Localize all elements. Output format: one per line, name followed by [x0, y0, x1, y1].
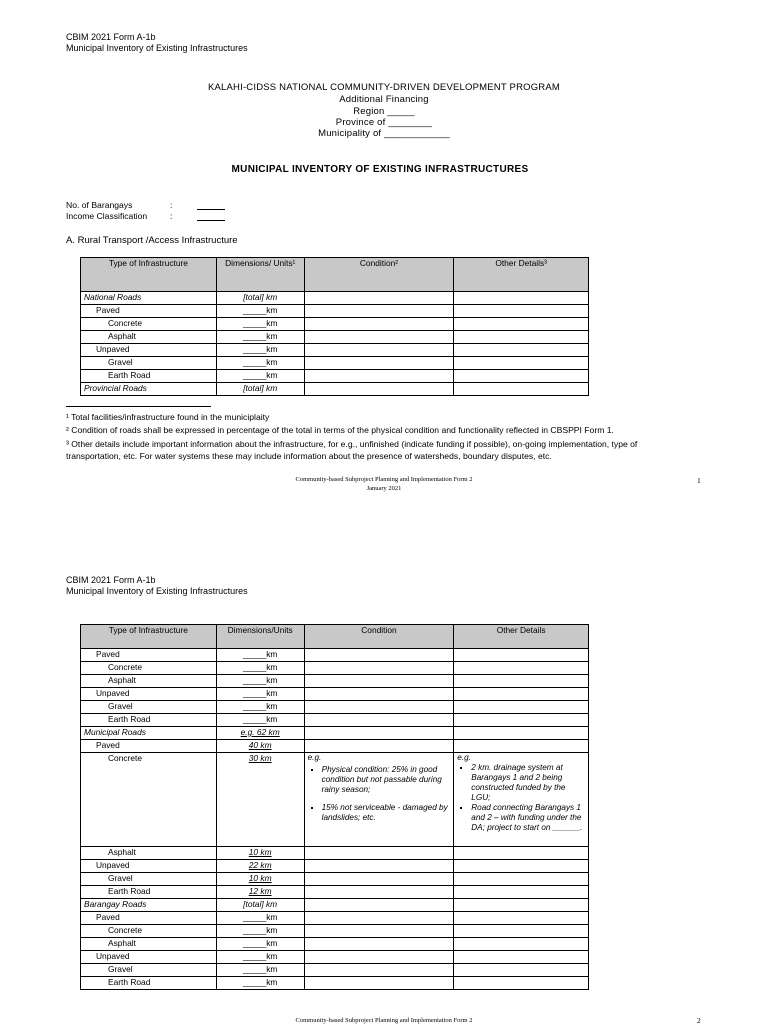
table-row	[81, 925, 589, 938]
row-condition[interactable]	[304, 344, 454, 357]
row-other[interactable]	[454, 370, 589, 383]
page1-footer-date: January 2021	[366, 485, 402, 492]
row-other[interactable]	[454, 938, 589, 951]
row-type: Earth Road	[81, 370, 217, 383]
table-row	[81, 899, 589, 912]
row-condition[interactable]	[304, 847, 454, 860]
page-title: MUNICIPAL INVENTORY OF EXISTING INFRASTRUCTURES	[231, 164, 529, 175]
row-other[interactable]	[454, 688, 589, 701]
row-dim: [total] km	[216, 383, 304, 396]
page2-footer: Community-based Subproject Planning and Implementation Form 2	[295, 1017, 473, 1024]
row-condition[interactable]	[304, 740, 454, 753]
row-other[interactable]	[454, 912, 589, 925]
row-dim: _____km	[216, 925, 304, 938]
col-other-header: Other Details	[454, 625, 589, 649]
row-condition[interactable]	[304, 912, 454, 925]
row-condition[interactable]	[304, 727, 454, 740]
row-other[interactable]	[454, 899, 589, 912]
col-other-header: Other Details³	[454, 258, 589, 292]
table-row	[81, 873, 589, 886]
row-condition[interactable]	[304, 873, 454, 886]
row-dim: 40 km	[216, 740, 304, 753]
page1-inventory-table	[80, 257, 589, 396]
row-type: Concrete	[81, 925, 217, 938]
row-condition[interactable]	[304, 925, 454, 938]
row-type: Earth Road	[81, 886, 217, 899]
row-type: Asphalt	[81, 847, 217, 860]
program-name: KALAHI-CIDSS NATIONAL COMMUNITY-DRIVEN DEVELOPMENT PROGRAM	[207, 82, 561, 93]
row-condition[interactable]	[304, 899, 454, 912]
row-type: Concrete	[81, 662, 217, 675]
row-dim: _____km	[216, 938, 304, 951]
col-dim-header: Dimensions/ Units¹	[216, 258, 304, 292]
row-condition[interactable]	[304, 951, 454, 964]
region-line: Region _____	[353, 106, 415, 117]
row-dim: 10 km	[216, 873, 304, 886]
table-row	[81, 292, 589, 305]
row-other[interactable]	[454, 344, 589, 357]
row-dim: _____km	[216, 318, 304, 331]
row-other[interactable]	[454, 331, 589, 344]
page1-form-subtitle: Municipal Inventory of Existing Infrastructures	[66, 43, 248, 53]
table-row	[81, 688, 589, 701]
income-label: Income Classification	[66, 211, 148, 221]
row-other[interactable]	[454, 357, 589, 370]
row-type: Unpaved	[81, 688, 217, 701]
row-dim: _____km	[216, 649, 304, 662]
table-row	[81, 951, 589, 964]
table-row	[81, 912, 589, 925]
row-other[interactable]	[454, 649, 589, 662]
row-dim: 12 km	[216, 886, 304, 899]
row-condition[interactable]	[304, 357, 454, 370]
table-row	[81, 383, 589, 396]
page2-form-code: CBIM 2021 Form A-1b	[66, 575, 156, 585]
row-dim: [total] km	[216, 899, 304, 912]
col-type-header: Type of Infrastructure	[81, 258, 217, 292]
row-other[interactable]	[454, 873, 589, 886]
row-condition[interactable]	[304, 964, 454, 977]
row-other[interactable]	[454, 675, 589, 688]
row-type: National Roads	[81, 292, 217, 305]
row-type: Paved	[81, 649, 217, 662]
row-condition[interactable]	[304, 292, 454, 305]
page1-form-code: CBIM 2021 Form A-1b	[66, 32, 156, 42]
row-condition[interactable]	[304, 662, 454, 675]
row-other[interactable]	[454, 305, 589, 318]
row-condition[interactable]	[304, 675, 454, 688]
row-condition[interactable]	[304, 383, 454, 396]
table-row	[81, 675, 589, 688]
row-other[interactable]	[454, 662, 589, 675]
row-other[interactable]	[454, 318, 589, 331]
row-dim: _____km	[216, 331, 304, 344]
row-dim: 10 km	[216, 847, 304, 860]
table-row	[81, 847, 589, 860]
row-type: Concrete	[81, 753, 217, 847]
row-type: Barangay Roads	[81, 899, 217, 912]
table-row	[81, 701, 589, 714]
page2-form-subtitle: Municipal Inventory of Existing Infrastructures	[66, 586, 248, 596]
row-other[interactable]	[454, 383, 589, 396]
row-condition[interactable]	[304, 649, 454, 662]
row-type: Paved	[81, 740, 217, 753]
table-row	[81, 344, 589, 357]
condition-example-2: ▪ 15% not serviceable - damaged by landslides; etc.	[322, 803, 451, 823]
row-dim: _____km	[216, 305, 304, 318]
table-row	[81, 860, 589, 873]
row-condition[interactable]	[304, 860, 454, 873]
row-condition-example	[304, 753, 454, 847]
row-condition[interactable]	[304, 886, 454, 899]
row-type: Concrete	[81, 318, 217, 331]
row-dim: _____km	[216, 701, 304, 714]
row-dim: e.g. 62 km	[216, 727, 304, 740]
table-row	[81, 662, 589, 675]
table-header-row	[81, 625, 589, 649]
table-row	[81, 649, 589, 662]
row-condition[interactable]	[304, 688, 454, 701]
other-example-1: ▪ 2 km. drainage system at Barangays 1 and 2 being constructed funded by the LGU;	[471, 763, 585, 803]
province-line: Province of ________	[335, 117, 433, 128]
row-other[interactable]	[454, 292, 589, 305]
row-dim: _____km	[216, 951, 304, 964]
col-condition-header: Condition²	[304, 258, 454, 292]
row-dim: _____km	[216, 662, 304, 675]
row-dim: _____km	[216, 344, 304, 357]
row-condition[interactable]	[304, 977, 454, 990]
row-condition[interactable]	[304, 331, 454, 344]
row-condition[interactable]	[304, 318, 454, 331]
row-dim: _____km	[216, 357, 304, 370]
condition-eg-label: e.g.	[307, 753, 322, 762]
row-dim: 30 km	[216, 753, 304, 847]
table-row	[81, 318, 589, 331]
income-colon: :	[170, 211, 173, 221]
table-header-row	[81, 258, 589, 292]
barangays-blank	[197, 209, 225, 210]
financing-line: Additional Financing	[339, 94, 429, 105]
row-type: Asphalt	[81, 331, 217, 344]
row-other[interactable]	[454, 727, 589, 740]
row-dim: 22 km	[216, 860, 304, 873]
row-type: Municipal Roads	[81, 727, 217, 740]
footnote-1: ¹ Total facilities/infrastructure found in the municiplaity	[66, 412, 270, 422]
col-condition-header: Condition	[304, 625, 454, 649]
page1-footer: Community-based Subproject Planning and Implementation Form 2	[295, 476, 473, 483]
row-other[interactable]	[454, 847, 589, 860]
row-condition[interactable]	[304, 938, 454, 951]
row-condition[interactable]	[304, 370, 454, 383]
page1-number: 1	[697, 476, 701, 485]
row-type: Unpaved	[81, 951, 217, 964]
table-row	[81, 714, 589, 727]
row-type: Unpaved	[81, 860, 217, 873]
row-dim: _____km	[216, 688, 304, 701]
row-dim: _____km	[216, 714, 304, 727]
row-dim: _____km	[216, 977, 304, 990]
row-type: Gravel	[81, 357, 217, 370]
footnote-3: ³ Other details include important information about the infrastructure, for e.g., unfinished (indicate funding if possible), on-going implementation, type of	[66, 439, 638, 449]
row-other-example	[454, 753, 589, 847]
table-row	[81, 370, 589, 383]
row-condition[interactable]	[304, 701, 454, 714]
table-row	[81, 305, 589, 318]
row-other[interactable]	[454, 964, 589, 977]
income-blank	[197, 220, 225, 221]
row-dim: _____km	[216, 675, 304, 688]
row-dim: _____km	[216, 964, 304, 977]
row-type: Paved	[81, 305, 217, 318]
page2-number: 2	[697, 1016, 701, 1025]
row-other[interactable]	[454, 886, 589, 899]
table-row	[81, 357, 589, 370]
table-row	[81, 740, 589, 753]
row-type: Asphalt	[81, 938, 217, 951]
other-example-2: ▪ Road connecting Barangays 1 and 2 – with funding under the DA; project to start on ______.	[471, 803, 585, 833]
table-row	[81, 331, 589, 344]
table-row	[81, 727, 589, 740]
section-a-heading: A. Rural Transport /Access Infrastructure	[66, 235, 238, 246]
row-other[interactable]	[454, 860, 589, 873]
row-dim: [total] km	[216, 292, 304, 305]
row-type: Provincial Roads	[81, 383, 217, 396]
row-other[interactable]	[454, 701, 589, 714]
row-condition[interactable]	[304, 714, 454, 727]
example-row	[81, 753, 589, 847]
table-row	[81, 964, 589, 977]
col-type-header: Type of Infrastructure	[81, 625, 217, 649]
row-type: Unpaved	[81, 344, 217, 357]
page2-inventory-table	[80, 624, 589, 990]
footnote-2: ² Condition of roads shall be expressed in percentage of the total in terms of the physical condition and functionality reflected in CBSPPI Form 1.	[66, 425, 614, 435]
row-type: Gravel	[81, 701, 217, 714]
row-other[interactable]	[454, 951, 589, 964]
municipality-line: Municipality of ____________	[318, 128, 450, 139]
row-dim: _____km	[216, 370, 304, 383]
row-type: Gravel	[81, 964, 217, 977]
row-type: Earth Road	[81, 977, 217, 990]
row-condition[interactable]	[304, 305, 454, 318]
footnote-3-cont: transportation, etc. For water systems these may include information about the presence of watersheds, boundary disputes, etc.	[66, 451, 552, 461]
table-row	[81, 886, 589, 899]
row-type: Asphalt	[81, 675, 217, 688]
table-row	[81, 977, 589, 990]
footnote-separator	[66, 406, 211, 407]
barangays-colon: :	[170, 200, 173, 210]
condition-example-1: ▪ Physical condition: 25% in good condition but not passable during rainy season;	[322, 765, 451, 795]
col-dim-header: Dimensions/Units	[216, 625, 304, 649]
row-type: Gravel	[81, 873, 217, 886]
row-dim: _____km	[216, 912, 304, 925]
row-other[interactable]	[454, 925, 589, 938]
row-type: Earth Road	[81, 714, 217, 727]
row-type: Paved	[81, 912, 217, 925]
row-other[interactable]	[454, 977, 589, 990]
row-other[interactable]	[454, 714, 589, 727]
other-eg-label: e.g.	[457, 753, 471, 762]
table-row	[81, 938, 589, 951]
row-other[interactable]	[454, 740, 589, 753]
barangays-label: No. of Barangays	[66, 200, 133, 210]
